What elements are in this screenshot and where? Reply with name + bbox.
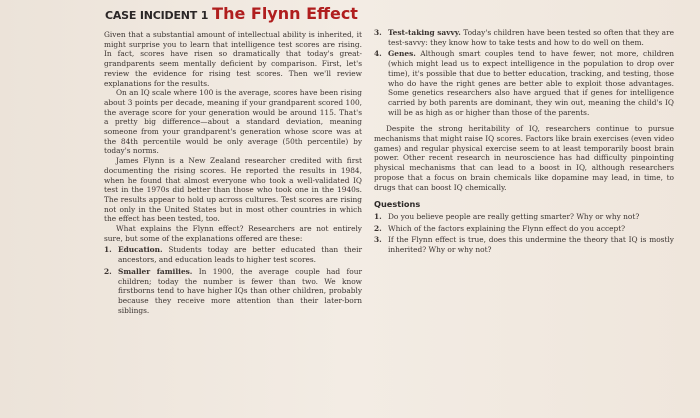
explanation-item: 3. Test-taking savvy. Today's children have been tested so often that they are test-savvy: they know how to take tests and how to do well on them. bbox=[374, 28, 674, 47]
explanation-item: 1. Education. Students today are better educated than their ancestors, and education leads to higher test scores. bbox=[104, 245, 362, 265]
intro-paragraph: Given that a substantial amount of intellectual ability is inherited, it might surprise you to learn that intelligence test scores are rising. In fact, scores have risen so dramatically that today's great-grandparents seem mentally deficient by comparison. First, let's review the evidence for rising test scores. Then we'll review explanations for the results. bbox=[104, 30, 362, 88]
case-title: The Flynn Effect bbox=[212, 4, 358, 23]
heritability-paragraph: Despite the strong heritability of IQ, researchers continue to pursue mechanisms that might raise IQ scores. Factors like brain exercises (even video games) and regular physical exercise seem to at least temporarily boost brain power. Other recent research in neuroscience has had difficulty pinpointing physical mechanisms that can lead to a boost in IQ, although researchers propose that a focus on brain chemicals like dopamine may lead, in time, to drugs that can boost IQ chemically. bbox=[374, 124, 674, 192]
explanations-paragraph: What explains the Flynn effect? Researchers are not entirely sure, but some of the explanations offered are these: bbox=[104, 224, 362, 243]
right-column bbox=[374, 28, 674, 255]
questions-list bbox=[374, 212, 674, 255]
question-item: 3. If the Flynn effect is true, does this undermine the theory that IQ is mostly inherited? Why or why not? bbox=[374, 235, 674, 255]
question-item: 1. Do you believe people are really getting smarter? Why or why not? bbox=[374, 211, 640, 221]
question-item: 2. Which of the factors explaining the Flynn effect do you accept? bbox=[374, 223, 626, 233]
explanation-list-left bbox=[104, 245, 362, 315]
left-column bbox=[104, 30, 362, 315]
explanation-item: 2. Smaller families. In 1900, the average couple had four children; today the number is fewer than two. We know firstborns tend to have higher IQs than other children, probably because they receive more attention than their later-born siblings. bbox=[104, 266, 362, 315]
explanation-item: 4. Genes. Although smart couples tend to have fewer, not more, children (which might lead us to expect intelligence in the population to drop over time), it's possible that due to better education, tracking, and testing, those who do have the right genes are better able to exploit those advantages. Some genetics researchers also have argued that if genes for intelligence carried by both parents are dominant, they win out, meaning the child's IQ will be as high as or higher than those of the parents. bbox=[374, 49, 675, 117]
case-heading bbox=[105, 4, 358, 23]
iq-scale-paragraph: On an IQ scale where 100 is the average, scores have been rising about 3 points per decade, meaning if your grandparent scored 100, the average score for your generation would be around 115. That's a pretty big difference—about a standard deviation, meaning someone from your grandparent's generation whose score was at the 84th percentile would be only average (50th percentile) by today's norms. bbox=[104, 88, 362, 156]
questions-heading: Questions bbox=[374, 199, 421, 210]
flynn-paragraph: James Flynn is a New Zealand researcher credited with first documenting the rising scores. He reported the results in 1984, when he found that almost everyone who took a well-validated IQ test in the 1970s did better than those who took one in the 1940s. The results appear to hold up across cultures. Test scores are rising not only in the United States but in most other countries in which the effect has been tested, too. bbox=[104, 156, 362, 224]
explanation-list-right bbox=[374, 28, 674, 117]
case-label: CASE INCIDENT 1 bbox=[105, 9, 209, 22]
